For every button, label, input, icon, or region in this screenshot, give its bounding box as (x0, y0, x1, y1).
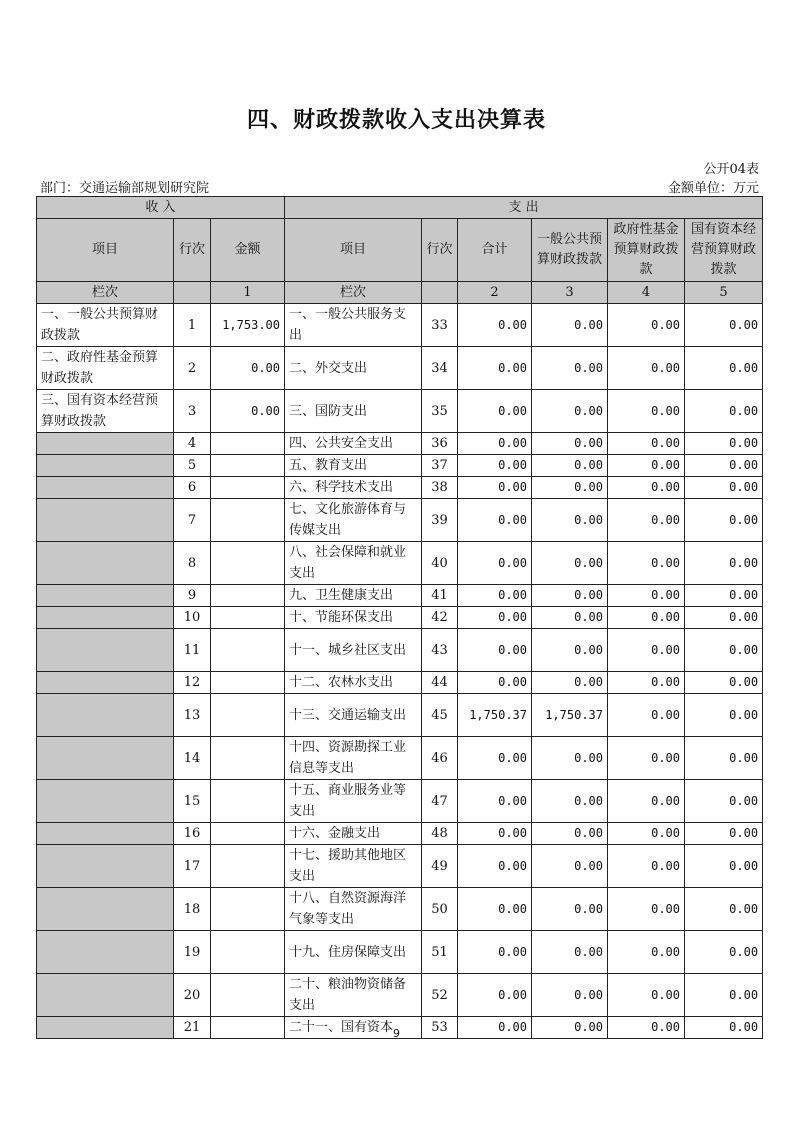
inc-row-no-cell: 10 (174, 607, 211, 629)
exp-row-no-cell: 37 (422, 455, 458, 477)
inc-amount-cell: 0.00 (211, 390, 285, 433)
inc-item-cell (37, 823, 174, 845)
exp-item-cell: 十二、农林水支出 (285, 672, 422, 694)
exp-item-cell: 八、社会保障和就业支出 (285, 542, 422, 585)
inc-row-no-cell: 14 (174, 737, 211, 780)
inc-amount-cell (211, 542, 285, 585)
inc-item-cell (37, 455, 174, 477)
exp-item-cell: 五、教育支出 (285, 455, 422, 477)
total-cell: 0.00 (458, 845, 532, 888)
col-header-gov-fund: 政府性基金预算财政拨款 (608, 219, 685, 282)
inc-amount-cell (211, 607, 285, 629)
state-capital-cell: 0.00 (685, 499, 763, 542)
inc-row-no-cell: 7 (174, 499, 211, 542)
col-header-item: 项目 (37, 219, 174, 282)
gov-fund-cell: 0.00 (608, 1017, 685, 1039)
exp-row-no-cell: 33 (422, 304, 458, 347)
table-row (37, 629, 763, 672)
inc-item-cell (37, 974, 174, 1017)
total-cell: 0.00 (458, 974, 532, 1017)
table-row (37, 845, 763, 888)
department-label: 部门：交通运输部规划研究院 (40, 181, 210, 196)
inc-item-cell (37, 477, 174, 499)
gov-fund-cell: 0.00 (608, 477, 685, 499)
general-budget-cell: 0.00 (532, 1017, 608, 1039)
col-index-1: 1 (211, 282, 285, 304)
inc-row-no-cell: 19 (174, 931, 211, 974)
state-capital-cell: 0.00 (685, 823, 763, 845)
table-row (37, 694, 763, 737)
inc-row-no-cell: 18 (174, 888, 211, 931)
gov-fund-cell: 0.00 (608, 499, 685, 542)
exp-row-no-cell: 45 (422, 694, 458, 737)
col-index-3: 3 (532, 282, 608, 304)
total-cell: 0.00 (458, 477, 532, 499)
state-capital-cell: 0.00 (685, 390, 763, 433)
inc-row-no-cell: 16 (174, 823, 211, 845)
general-budget-cell: 0.00 (532, 931, 608, 974)
gov-fund-cell: 0.00 (608, 845, 685, 888)
general-budget-cell: 0.00 (532, 477, 608, 499)
general-budget-cell: 0.00 (532, 629, 608, 672)
exp-item-cell: 十七、援助其他地区支出 (285, 845, 422, 888)
gov-fund-cell: 0.00 (608, 455, 685, 477)
inc-amount-cell (211, 477, 285, 499)
exp-row-no-cell: 52 (422, 974, 458, 1017)
total-cell: 0.00 (458, 499, 532, 542)
total-cell: 0.00 (458, 629, 532, 672)
exp-row-no-cell: 38 (422, 477, 458, 499)
exp-row-no-cell: 48 (422, 823, 458, 845)
exp-item-cell: 十、节能环保支出 (285, 607, 422, 629)
exp-item-cell: 六、科学技术支出 (285, 477, 422, 499)
unit-label: 金额单位：万元 (667, 181, 759, 196)
exp-item-cell: 十六、金融支出 (285, 823, 422, 845)
gov-fund-cell: 0.00 (608, 737, 685, 780)
inc-row-no-cell: 17 (174, 845, 211, 888)
col-header-total: 合计 (458, 219, 532, 282)
exp-row-no-cell: 35 (422, 390, 458, 433)
state-capital-cell: 0.00 (685, 1017, 763, 1039)
exp-item-cell: 二、外交支出 (285, 347, 422, 390)
exp-row-no-cell: 47 (422, 780, 458, 823)
general-budget-cell: 0.00 (532, 455, 608, 477)
exp-row-no-cell: 39 (422, 499, 458, 542)
inc-amount-cell (211, 845, 285, 888)
table-row (37, 433, 763, 455)
inc-item-cell (37, 845, 174, 888)
exp-item-cell: 三、国防支出 (285, 390, 422, 433)
col-header-general-budget: 一般公共预算财政拨款 (532, 219, 608, 282)
inc-item-cell (37, 433, 174, 455)
total-cell: 0.00 (458, 737, 532, 780)
inc-row-no-cell: 2 (174, 347, 211, 390)
state-capital-cell: 0.00 (685, 585, 763, 607)
general-budget-cell: 0.00 (532, 607, 608, 629)
total-cell: 0.00 (458, 780, 532, 823)
general-budget-cell: 0.00 (532, 585, 608, 607)
total-cell: 0.00 (458, 304, 532, 347)
general-budget-cell: 0.00 (532, 542, 608, 585)
gov-fund-cell: 0.00 (608, 607, 685, 629)
page-number: 9 (393, 1027, 400, 1040)
page-title: 四、财政拨款收入支出决算表 (246, 108, 546, 133)
state-capital-cell: 0.00 (685, 780, 763, 823)
state-capital-cell: 0.00 (685, 888, 763, 931)
inc-item-cell: 一、一般公共预算财政拨款 (37, 304, 174, 347)
inc-amount-cell (211, 455, 285, 477)
col-index-4: 4 (608, 282, 685, 304)
total-cell: 0.00 (458, 607, 532, 629)
inc-item-cell (37, 694, 174, 737)
table-row (37, 455, 763, 477)
state-capital-cell: 0.00 (685, 629, 763, 672)
exp-item-cell: 十五、商业服务业等支出 (285, 780, 422, 823)
col-header-amount: 金额 (211, 219, 285, 282)
state-capital-cell: 0.00 (685, 672, 763, 694)
general-budget-cell: 0.00 (532, 347, 608, 390)
state-capital-cell: 0.00 (685, 347, 763, 390)
inc-amount-cell (211, 737, 285, 780)
table-row (37, 499, 763, 542)
exp-row-no-cell: 34 (422, 347, 458, 390)
state-capital-cell: 0.00 (685, 455, 763, 477)
exp-row-no-cell: 44 (422, 672, 458, 694)
inc-amount-cell (211, 888, 285, 931)
col-index-label: 栏次 (37, 282, 174, 304)
inc-item-cell: 二、政府性基金预算财政拨款 (37, 347, 174, 390)
col-header-state-capital: 国有资本经营预算财政拨款 (685, 219, 763, 282)
gov-fund-cell: 0.00 (608, 585, 685, 607)
inc-item-cell (37, 607, 174, 629)
exp-item-cell: 四、公共安全支出 (285, 433, 422, 455)
gov-fund-cell: 0.00 (608, 672, 685, 694)
exp-item-cell: 十四、资源勘探工业信息等支出 (285, 737, 422, 780)
exp-row-no-cell: 42 (422, 607, 458, 629)
col-header-exp-item: 项目 (285, 219, 422, 282)
col-header-row-no: 行次 (174, 219, 211, 282)
general-budget-cell: 0.00 (532, 780, 608, 823)
inc-amount-cell (211, 629, 285, 672)
inc-amount-cell (211, 433, 285, 455)
table-row (37, 390, 763, 433)
total-cell: 0.00 (458, 347, 532, 390)
exp-item-cell: 九、卫生健康支出 (285, 585, 422, 607)
exp-row-no-cell: 50 (422, 888, 458, 931)
gov-fund-cell: 0.00 (608, 629, 685, 672)
state-capital-cell: 0.00 (685, 477, 763, 499)
inc-item-cell (37, 499, 174, 542)
gov-fund-cell: 0.00 (608, 433, 685, 455)
inc-amount-cell: 1,753.00 (211, 304, 285, 347)
total-cell: 0.00 (458, 931, 532, 974)
inc-row-no-cell: 4 (174, 433, 211, 455)
inc-item-cell (37, 737, 174, 780)
gov-fund-cell: 0.00 (608, 931, 685, 974)
exp-item-cell: 一、一般公共服务支出 (285, 304, 422, 347)
inc-amount-cell: 0.00 (211, 347, 285, 390)
gov-fund-cell: 0.00 (608, 694, 685, 737)
inc-item-cell (37, 629, 174, 672)
exp-item-cell: 十九、住房保障支出 (285, 931, 422, 974)
state-capital-cell: 0.00 (685, 737, 763, 780)
inc-item-cell (37, 672, 174, 694)
inc-row-no-cell: 11 (174, 629, 211, 672)
inc-row-no-cell: 21 (174, 1017, 211, 1039)
inc-amount-cell (211, 585, 285, 607)
gov-fund-cell: 0.00 (608, 304, 685, 347)
inc-item-cell (37, 931, 174, 974)
state-capital-cell: 0.00 (685, 304, 763, 347)
gov-fund-cell: 0.00 (608, 542, 685, 585)
inc-amount-cell (211, 974, 285, 1017)
total-cell: 0.00 (458, 585, 532, 607)
exp-item-cell: 七、文化旅游体育与传媒支出 (285, 499, 422, 542)
table-row (37, 347, 763, 390)
inc-item-cell (37, 888, 174, 931)
table-row (37, 931, 763, 974)
exp-row-no-cell: 51 (422, 931, 458, 974)
table-row (37, 823, 763, 845)
inc-row-no-cell: 1 (174, 304, 211, 347)
inc-item-cell: 三、国有资本经营预算财政拨款 (37, 390, 174, 433)
total-cell: 0.00 (458, 390, 532, 433)
exp-row-no-cell: 36 (422, 433, 458, 455)
exp-row-no-cell: 46 (422, 737, 458, 780)
total-cell: 0.00 (458, 542, 532, 585)
exp-row-no-cell: 49 (422, 845, 458, 888)
inc-amount-cell (211, 499, 285, 542)
inc-row-no-cell: 9 (174, 585, 211, 607)
general-budget-cell: 0.00 (532, 304, 608, 347)
inc-row-no-cell: 8 (174, 542, 211, 585)
total-cell: 0.00 (458, 888, 532, 931)
gov-fund-cell: 0.00 (608, 888, 685, 931)
state-capital-cell: 0.00 (685, 694, 763, 737)
general-budget-cell: 0.00 (532, 499, 608, 542)
gov-fund-cell: 0.00 (608, 347, 685, 390)
inc-row-no-cell: 13 (174, 694, 211, 737)
gov-fund-cell: 0.00 (608, 780, 685, 823)
table-row (37, 888, 763, 931)
exp-row-no-cell: 53 (422, 1017, 458, 1039)
table-row (37, 737, 763, 780)
general-budget-cell: 0.00 (532, 433, 608, 455)
general-budget-cell: 0.00 (532, 737, 608, 780)
table-row (37, 780, 763, 823)
state-capital-cell: 0.00 (685, 607, 763, 629)
inc-item-cell (37, 542, 174, 585)
table-row (37, 477, 763, 499)
table-row (37, 542, 763, 585)
col-index-empty (174, 282, 211, 304)
inc-amount-cell (211, 931, 285, 974)
form-code: 公开04表 (703, 162, 759, 177)
col-header-exp-row-no: 行次 (422, 219, 458, 282)
inc-amount-cell (211, 823, 285, 845)
expense-section-header: 支 出 (285, 197, 763, 219)
exp-row-no-cell: 43 (422, 629, 458, 672)
table-row (37, 607, 763, 629)
exp-item-cell: 二十一、国有资本 (285, 1017, 422, 1039)
inc-row-no-cell: 20 (174, 974, 211, 1017)
col-index-5: 5 (685, 282, 763, 304)
total-cell: 0.00 (458, 433, 532, 455)
total-cell: 0.00 (458, 672, 532, 694)
inc-row-no-cell: 15 (174, 780, 211, 823)
general-budget-cell: 0.00 (532, 823, 608, 845)
general-budget-cell: 0.00 (532, 888, 608, 931)
general-budget-cell: 0.00 (532, 390, 608, 433)
gov-fund-cell: 0.00 (608, 390, 685, 433)
inc-amount-cell (211, 694, 285, 737)
total-cell: 0.00 (458, 1017, 532, 1039)
income-section-header: 收 入 (37, 197, 285, 219)
inc-amount-cell (211, 672, 285, 694)
state-capital-cell: 0.00 (685, 845, 763, 888)
general-budget-cell: 1,750.37 (532, 694, 608, 737)
exp-item-cell: 十一、城乡社区支出 (285, 629, 422, 672)
exp-item-cell: 十三、交通运输支出 (285, 694, 422, 737)
table-row (37, 585, 763, 607)
inc-item-cell (37, 780, 174, 823)
state-capital-cell: 0.00 (685, 433, 763, 455)
table-row (37, 974, 763, 1017)
state-capital-cell: 0.00 (685, 974, 763, 1017)
inc-item-cell (37, 585, 174, 607)
exp-item-cell: 十八、自然资源海洋气象等支出 (285, 888, 422, 931)
general-budget-cell: 0.00 (532, 845, 608, 888)
exp-item-cell: 二十、粮油物资储备支出 (285, 974, 422, 1017)
general-budget-cell: 0.00 (532, 974, 608, 1017)
budget-table (36, 196, 763, 1039)
inc-row-no-cell: 12 (174, 672, 211, 694)
general-budget-cell: 0.00 (532, 672, 608, 694)
inc-row-no-cell: 6 (174, 477, 211, 499)
total-cell: 1,750.37 (458, 694, 532, 737)
gov-fund-cell: 0.00 (608, 823, 685, 845)
col-index-label-right: 栏次 (285, 282, 422, 304)
total-cell: 0.00 (458, 455, 532, 477)
inc-row-no-cell: 5 (174, 455, 211, 477)
total-cell: 0.00 (458, 823, 532, 845)
state-capital-cell: 0.00 (685, 931, 763, 974)
state-capital-cell: 0.00 (685, 542, 763, 585)
col-index-2: 2 (458, 282, 532, 304)
table-row (37, 672, 763, 694)
exp-row-no-cell: 41 (422, 585, 458, 607)
inc-row-no-cell: 3 (174, 390, 211, 433)
col-index-empty (422, 282, 458, 304)
exp-row-no-cell: 40 (422, 542, 458, 585)
table-row (37, 304, 763, 347)
inc-amount-cell (211, 780, 285, 823)
gov-fund-cell: 0.00 (608, 974, 685, 1017)
